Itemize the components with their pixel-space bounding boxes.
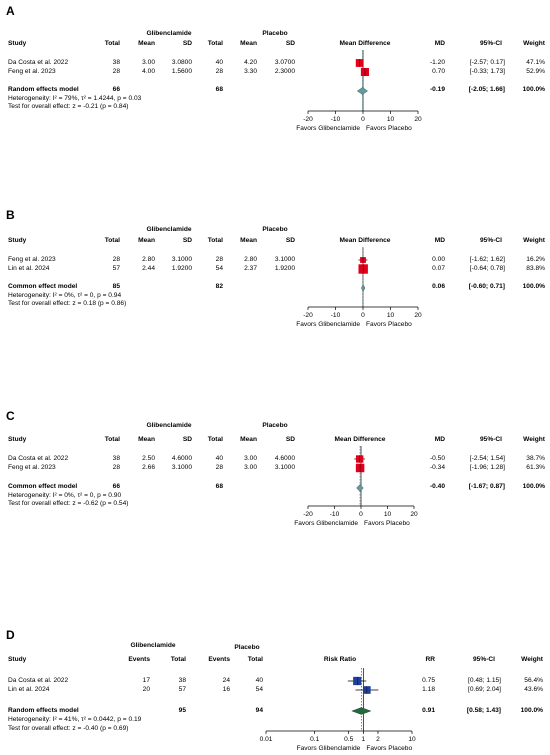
panel-label: C [6, 409, 15, 423]
mean-header: Mean [240, 237, 257, 244]
pooled-diamond [361, 285, 365, 292]
favors-left-label: Favors Glibenclamide [294, 520, 358, 527]
pooled-weight-value: 100.0% [522, 86, 545, 93]
pooled-label: Common effect model [8, 283, 78, 290]
pooled-group1-total: 95 [178, 707, 186, 714]
group2-mean: 2.37 [244, 265, 257, 272]
heterogeneity-text: Heterogeneity: I² = 79%, τ² = 1.4244, p = 0.03 [8, 95, 142, 102]
group1-header: Glibenclamide [146, 226, 192, 233]
sd-header: SD [182, 40, 192, 47]
group1-total: 57 [112, 265, 120, 272]
pooled-weight-value: 100.0% [522, 483, 545, 490]
study-name: Feng et al. 2023 [8, 464, 56, 471]
group2-mean: 2.80 [244, 256, 257, 263]
effect-value: 0.07 [432, 265, 445, 272]
overall-test-text: Test for overall effect: z = -0.62 (p = 0.54) [8, 500, 129, 507]
x-tick-label: 10 [408, 736, 416, 743]
effect-value: 0.75 [422, 677, 435, 684]
x-tick-label: 0.5 [344, 736, 354, 743]
weight-value: 83.8% [526, 265, 545, 272]
x-tick-label: 0.01 [259, 736, 273, 743]
plot-header: Mean Difference [339, 40, 391, 47]
pooled-group2-total: 82 [215, 283, 223, 290]
group1-sd: 1.5600 [171, 68, 192, 75]
sd-header: SD [285, 237, 295, 244]
study-name: Lin et al. 2024 [8, 265, 50, 272]
study-name: Feng et al. 2023 [8, 68, 56, 75]
pooled-effect-value: 0.06 [432, 283, 445, 290]
pooled-diamond [352, 708, 371, 715]
group2-events: 24 [222, 677, 230, 684]
group2-sd: 1.9200 [274, 265, 295, 272]
sd-header: SD [285, 436, 295, 443]
group2-mean: 3.30 [244, 68, 257, 75]
x-tick-label: 1 [361, 736, 366, 743]
weight-header: Weight [523, 40, 545, 47]
group1-total: 28 [112, 256, 120, 263]
ci-value: [-0.33; 1.73] [469, 68, 505, 75]
x-tick-label: -10 [330, 116, 341, 123]
effect-header: MD [434, 40, 445, 47]
total-header: Total [207, 237, 223, 244]
x-tick-label: 10 [386, 116, 395, 123]
weight-value: 56.4% [524, 677, 543, 684]
ci-value: [-1.62; 1.62] [469, 256, 505, 263]
ci-value: [-2.54; 1.54] [469, 455, 505, 462]
group1-header: Glibenclamide [146, 30, 192, 37]
group2-total: 28 [215, 256, 223, 263]
mean-header: Mean [240, 40, 257, 47]
group2-events: 16 [222, 686, 230, 693]
x-tick-label: -10 [329, 511, 340, 518]
total-header: Total [207, 40, 223, 47]
study-name: Feng et al. 2023 [8, 256, 56, 263]
favors-left-label: Favors Glibenclamide [296, 321, 360, 328]
pooled-ci-value: [-2.05; 1.66] [468, 86, 505, 93]
pooled-weight-value: 100.0% [522, 283, 545, 290]
forest-panel-a [0, 0, 550, 180]
effect-value: -1.20 [429, 59, 445, 66]
pooled-label: Random effects model [8, 707, 79, 714]
panel-label: D [6, 628, 15, 642]
group1-events: 17 [142, 677, 150, 684]
sd-header: SD [285, 40, 295, 47]
forest-panel-b [0, 180, 550, 350]
heterogeneity-text: Heterogeneity: I² = 0%, τ² = 0, p = 0.94 [8, 292, 122, 299]
group1-mean: 4.00 [142, 68, 155, 75]
group2-total: 54 [255, 686, 263, 693]
x-tick-label: -20 [303, 312, 313, 319]
pooled-ci-value: [0.58; 1.43] [466, 707, 501, 714]
overall-test-text: Test for overall effect: z = -0.21 (p = 0.84) [8, 103, 129, 110]
panel-label: B [6, 208, 15, 222]
x-tick-label: 20 [414, 116, 422, 123]
weight-value: 38.7% [526, 455, 545, 462]
group2-mean: 3.00 [244, 464, 257, 471]
plot-header: Mean Difference [334, 436, 386, 443]
pooled-diamond [357, 485, 364, 492]
forest-plot [0, 620, 550, 755]
overall-test-text: Test for overall effect: z = 0.18 (p = 0.86) [8, 300, 127, 307]
forest-plot [0, 400, 550, 550]
weight-value: 43.6% [524, 686, 543, 693]
total-header: Total [104, 40, 120, 47]
ci-header: 95%-CI [480, 40, 502, 47]
study-name: Da Costa et al. 2022 [8, 59, 69, 66]
group2-total: 28 [215, 68, 223, 75]
group1-total: 28 [112, 68, 120, 75]
x-tick-label: 0.1 [310, 736, 320, 743]
x-tick-label: 0 [361, 116, 365, 123]
group1-header: Glibenclamide [146, 422, 192, 429]
group1-sd: 3.1000 [171, 256, 192, 263]
effect-value: 0.00 [432, 256, 445, 263]
pooled-group2-total: 68 [215, 483, 223, 490]
group2-sd: 2.3000 [274, 68, 295, 75]
group1-mean: 2.80 [142, 256, 155, 263]
x-tick-label: 20 [410, 511, 418, 518]
mean-header: Mean [138, 436, 155, 443]
group1-total: 38 [178, 677, 186, 684]
group1-mean: 2.66 [142, 464, 155, 471]
group2-header: Placebo [262, 30, 288, 37]
x-tick-label: -20 [303, 116, 313, 123]
pooled-group1-total: 66 [112, 483, 120, 490]
pooled-ci-value: [-0.60; 0.71] [468, 283, 505, 290]
forest-plot [0, 180, 550, 350]
total-header: Total [104, 237, 120, 244]
group2-sd: 3.1000 [274, 464, 295, 471]
weight-value: 47.1% [526, 59, 545, 66]
x-tick-label: 20 [414, 312, 422, 319]
pooled-ci-value: [-1.67; 0.87] [468, 483, 505, 490]
total-header: Total [170, 656, 186, 663]
favors-right-label: Favors Placebo [366, 125, 412, 132]
study-name: Lin et al. 2024 [8, 686, 50, 693]
events-header: Events [208, 656, 230, 663]
group2-total: 54 [215, 265, 223, 272]
pooled-label: Random effects model [8, 86, 79, 93]
study-header: Study [8, 436, 27, 443]
heterogeneity-text: Heterogeneity: I² = 0%, τ² = 0, p = 0.90 [8, 492, 122, 499]
group2-sd: 3.1000 [274, 256, 295, 263]
x-tick-label: 10 [383, 511, 392, 518]
ci-header: 95%-CI [480, 237, 502, 244]
group2-sd: 3.0700 [274, 59, 295, 66]
group1-total: 38 [112, 455, 120, 462]
plot-header: Risk Ratio [323, 656, 357, 663]
group1-sd: 3.1000 [171, 464, 192, 471]
forest-panel-d [0, 620, 550, 755]
favors-right-label: Favors Placebo [366, 745, 413, 752]
pooled-group2-total: 94 [255, 707, 263, 714]
forest-panel-c [0, 400, 550, 550]
group1-mean: 2.50 [142, 455, 155, 462]
forest-plot [0, 0, 550, 180]
group1-sd: 4.6000 [171, 455, 192, 462]
study-name: Da Costa et al. 2022 [8, 455, 69, 462]
pooled-effect-value: -0.40 [429, 483, 445, 490]
ci-header: 95%-CI [473, 656, 495, 663]
x-tick-label: 0 [359, 511, 363, 518]
study-header: Study [8, 237, 27, 244]
total-header: Total [104, 436, 120, 443]
mean-header: Mean [138, 40, 155, 47]
group2-header: Placebo [262, 226, 288, 233]
group1-sd: 1.9200 [171, 265, 192, 272]
pooled-group1-total: 66 [112, 86, 120, 93]
group2-sd: 4.6000 [274, 455, 295, 462]
effect-value: 0.70 [432, 68, 445, 75]
ci-value: [-1.96; 1.28] [469, 464, 505, 471]
sd-header: SD [182, 436, 192, 443]
group2-total: 40 [215, 59, 223, 66]
group1-total: 38 [112, 59, 120, 66]
overall-test-text: Test for overall effect: z = -0.40 (p = 0.69) [8, 725, 129, 732]
group2-mean: 3.00 [244, 455, 257, 462]
weight-value: 52.9% [526, 68, 545, 75]
group2-header: Placebo [262, 422, 288, 429]
x-tick-label: 10 [386, 312, 395, 319]
group2-total: 40 [255, 677, 263, 684]
x-tick-label: -20 [303, 511, 313, 518]
weight-header: Weight [521, 656, 543, 663]
ci-header: 95%-CI [480, 436, 502, 443]
events-header: Events [128, 656, 150, 663]
group2-header: Placebo [234, 644, 260, 651]
weight-header: Weight [523, 436, 545, 443]
effect-value: -0.34 [429, 464, 445, 471]
effect-header: MD [434, 237, 445, 244]
pooled-group1-total: 85 [112, 283, 120, 290]
total-header: Total [207, 436, 223, 443]
panel-label: A [6, 4, 15, 18]
x-tick-label: 0 [361, 312, 365, 319]
plot-header: Mean Difference [339, 237, 391, 244]
ci-value: [0.69; 2.04] [468, 686, 501, 693]
pooled-diamond [357, 88, 367, 95]
group1-sd: 3.0800 [171, 59, 192, 66]
group1-header: Glibenclamide [130, 642, 176, 649]
effect-value: -0.50 [429, 455, 445, 462]
group1-events: 20 [142, 686, 150, 693]
group2-total: 28 [215, 464, 223, 471]
weight-header: Weight [523, 237, 545, 244]
x-tick-label: 2 [376, 736, 380, 743]
mean-header: Mean [240, 436, 257, 443]
pooled-group2-total: 68 [215, 86, 223, 93]
favors-right-label: Favors Placebo [364, 520, 410, 527]
mean-header: Mean [138, 237, 155, 244]
pooled-effect-value: 0.91 [422, 707, 435, 714]
x-tick-label: -10 [330, 312, 341, 319]
study-header: Study [8, 656, 27, 663]
weight-value: 61.3% [526, 464, 545, 471]
group2-mean: 4.20 [244, 59, 257, 66]
effect-header: RR [425, 656, 435, 663]
study-header: Study [8, 40, 27, 47]
favors-right-label: Favors Placebo [366, 321, 412, 328]
total-header: Total [247, 656, 263, 663]
ci-value: [-2.57; 0.17] [469, 59, 505, 66]
group1-total: 28 [112, 464, 120, 471]
effect-header: MD [434, 436, 445, 443]
group1-mean: 3.00 [142, 59, 155, 66]
pooled-effect-value: -0.19 [429, 86, 445, 93]
heterogeneity-text: Heterogeneity: I² = 41%, τ² = 0.0442, p = 0.19 [8, 716, 142, 723]
pooled-label: Common effect model [8, 483, 78, 490]
ci-value: [-0.64; 0.78] [469, 265, 505, 272]
group2-total: 40 [215, 455, 223, 462]
study-name: Da Costa et al. 2022 [8, 677, 69, 684]
sd-header: SD [182, 237, 192, 244]
favors-left-label: Favors Glibenclamide [296, 125, 360, 132]
group1-mean: 2.44 [142, 265, 155, 272]
effect-value: 1.18 [422, 686, 435, 693]
favors-left-label: Favors Glibenclamide [296, 745, 361, 752]
pooled-weight-value: 100.0% [520, 707, 543, 714]
weight-value: 16.2% [526, 256, 545, 263]
ci-value: [0.48; 1.15] [468, 677, 501, 684]
group1-total: 57 [178, 686, 186, 693]
